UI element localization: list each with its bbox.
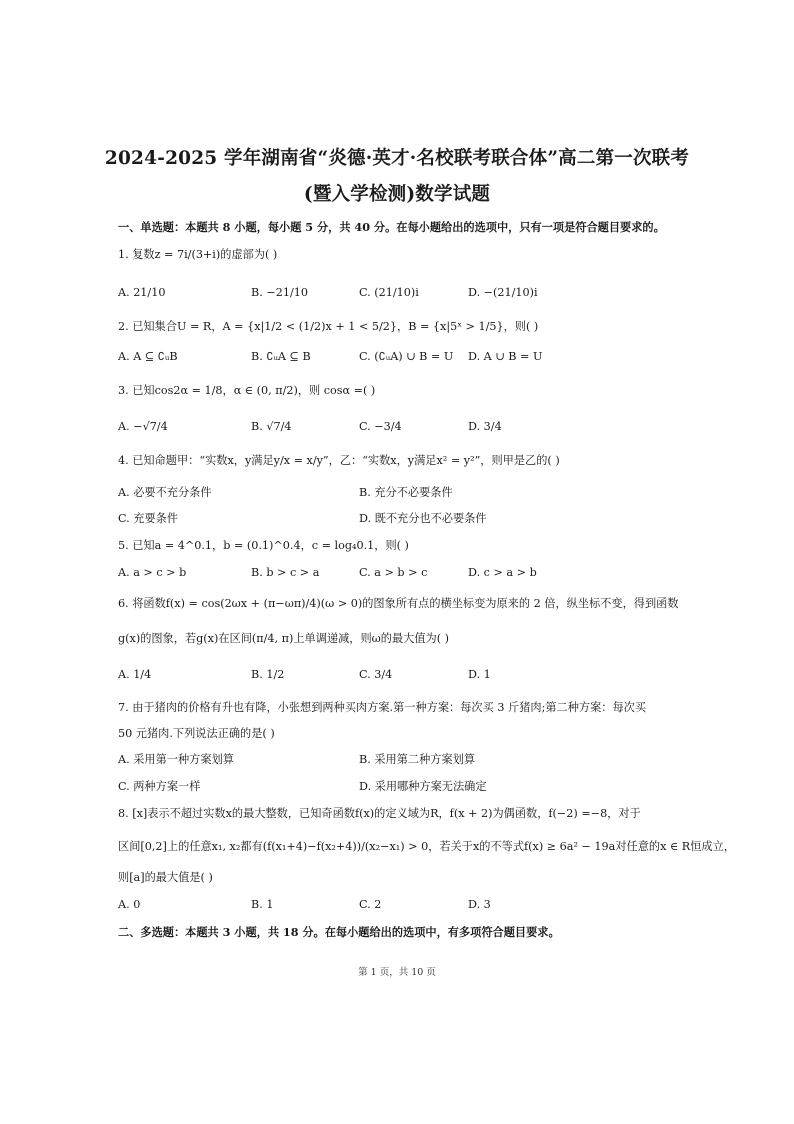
q2-option-a: A. A ⊆ ∁ᵤB [118, 350, 178, 363]
q5-option-a: A. a > c > b [118, 566, 187, 579]
q8-option-d: D. 3 [468, 898, 491, 911]
q6-stem-line2: g(x)的图象，若g(x)在区间(π/4, π)上单调递减，则ω的最大值为( ) [118, 632, 449, 645]
section2-heading: 二、多选题：本题共 3 小题，共 18 分。在每小题给出的选项中，有多项符合题目要求。 [118, 925, 560, 939]
q5-option-d: D. c > a > b [468, 566, 537, 579]
q6-option-b: B. 1/2 [251, 668, 285, 681]
q7-stem-line1: 7. 由于猪肉的价格有升也有降，小张想到两种买肉方案.第一种方案：每次买 3 斤猪肉;第二种方案：每次买 [118, 701, 647, 714]
q2-option-d: D. A ∪ B = U [468, 350, 543, 363]
q7-option-c: C. 两种方案一样 [118, 780, 201, 793]
exam-title-line2: (暨入学检测)数学试题 [303, 184, 491, 205]
q8-option-c: C. 2 [359, 898, 382, 911]
q2-stem: 2. 已知集合U = R，A = {x|1/2 < (1/2)x + 1 < 5/2}，B = {x|5ˣ > 1/5}，则( ) [118, 320, 539, 333]
q2-option-b: B. ∁ᵤA ⊆ B [251, 350, 311, 363]
q4-option-d: D. 既不充分也不必要条件 [359, 512, 487, 525]
q4-option-c: C. 充要条件 [118, 512, 179, 525]
q6-option-c: C. 3/4 [359, 668, 393, 681]
q3-stem: 3. 已知cos2α = 1/8，α ∈ (0, π/2)，则 cosα =( ) [118, 384, 376, 397]
page-footer: 第 1 页，共 10 页 [358, 967, 436, 978]
q1-option-a: A. 21/10 [118, 286, 166, 299]
q1-option-c: C. (21/10)i [359, 286, 419, 299]
q5-option-c: C. a > b > c [359, 566, 428, 579]
q5-option-b: B. b > c > a [251, 566, 320, 579]
q7-stem-line2: 50 元猪肉.下列说法正确的是( ) [118, 727, 275, 740]
q4-option-b: B. 充分不必要条件 [359, 486, 453, 499]
q1-option-b: B. −21/10 [251, 286, 308, 299]
q3-option-a: A. −√7/4 [118, 420, 168, 433]
q7-option-a: A. 采用第一种方案划算 [118, 753, 234, 766]
q3-option-b: B. √7/4 [251, 420, 292, 433]
q6-option-d: D. 1 [468, 668, 491, 681]
exam-title-line1: 2024-2025 学年湖南省“炎德·英才·名校联考联合体”高二第一次联考 [104, 148, 690, 169]
q4-option-a: A. 必要不充分条件 [118, 486, 212, 499]
q8-stem-line1: 8. [x]表示不超过实数x的最大整数，已知奇函数f(x)的定义域为R，f(x + 2)为偶函数，f(−2) =−8，对于 [118, 807, 641, 820]
q3-option-c: C. −3/4 [359, 420, 402, 433]
q2-option-c: C. (∁ᵤA) ∪ B = U [359, 350, 454, 363]
q4-stem: 4. 已知命题甲：“实数x，y满足y/x = x/y”，乙：“实数x，y满足x² = y²”，则甲是乙的( ) [118, 454, 560, 467]
q7-option-d: D. 采用哪种方案无法确定 [359, 780, 487, 793]
section1-heading: 一、单选题：本题共 8 小题，每小题 5 分，共 40 分。在每小题给出的选项中，只有一项是符合题目要求的。 [118, 220, 665, 234]
q8-option-b: B. 1 [251, 898, 274, 911]
q3-option-d: D. 3/4 [468, 420, 502, 433]
q8-option-a: A. 0 [118, 898, 141, 911]
q6-stem-line1: 6. 将函数f(x) = cos(2ωx + (π−ωπ)/4)(ω > 0)的图象所有点的横坐标变为原来的 2 倍，纵坐标不变，得到函数 [118, 597, 679, 610]
q1-option-d: D. −(21/10)i [468, 286, 538, 299]
q8-stem-line2: 区间[0,2]上的任意x₁, x₂都有(f(x₁+4)−f(x₂+4))/(x₂−x₁) > 0，若关于x的不等式f(x) ≥ 6a² − 19a对任意的x ∈ R恒成立， [118, 840, 735, 853]
q1-stem: 1. 复数z = 7i/(3+i)的虚部为( ) [118, 248, 278, 261]
q6-option-a: A. 1/4 [118, 668, 152, 681]
q7-option-b: B. 采用第二种方案划算 [359, 753, 476, 766]
q5-stem: 5. 已知a = 4^0.1，b = (0.1)^0.4，c = log₄0.1，则( ) [118, 539, 409, 552]
q8-stem-line3: 则[a]的最大值是( ) [118, 871, 213, 884]
